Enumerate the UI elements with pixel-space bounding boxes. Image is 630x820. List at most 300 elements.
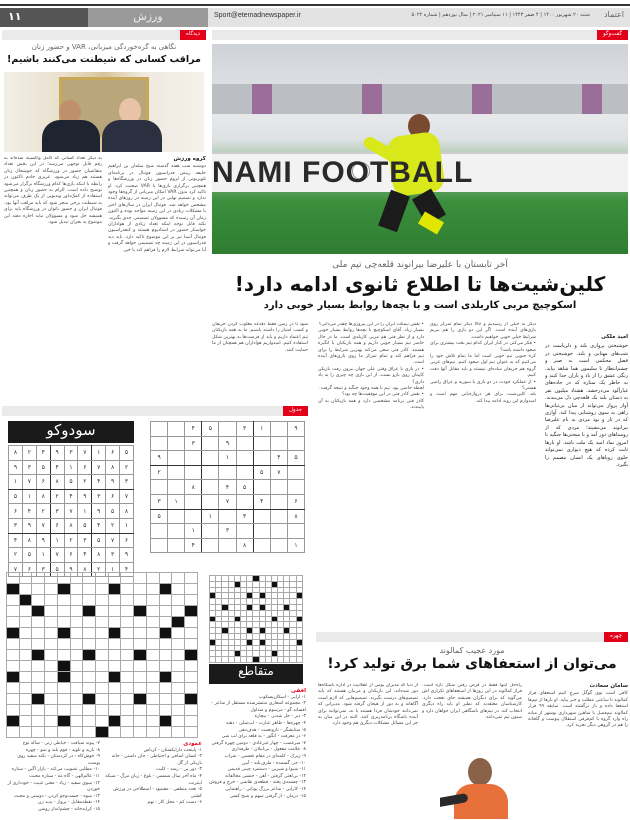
crossword-cell[interactable]	[70, 639, 83, 650]
crossword-cell[interactable]	[134, 639, 147, 650]
sudoku-cell[interactable]	[219, 422, 236, 437]
crossword-cell[interactable]	[185, 672, 198, 683]
crossword-cell[interactable]	[96, 617, 109, 628]
crossword-cell[interactable]	[19, 617, 32, 628]
crossword-cell[interactable]	[7, 573, 20, 584]
sudoku-cell[interactable]: ۵	[253, 465, 270, 480]
crossword-cell[interactable]	[19, 639, 32, 650]
crossword-cell[interactable]	[121, 617, 134, 628]
crossword-cell[interactable]	[146, 705, 159, 716]
crossword-cell[interactable]	[121, 694, 134, 705]
sudoku-cell[interactable]	[236, 465, 253, 480]
sudoku-cell[interactable]	[287, 480, 304, 495]
crossword-cell[interactable]	[83, 661, 96, 672]
crossword-cell[interactable]	[172, 617, 185, 628]
crossword-cell[interactable]	[172, 661, 185, 672]
sudoku-cell[interactable]	[219, 465, 236, 480]
sudoku-cell[interactable]	[168, 465, 185, 480]
crossword-cell[interactable]	[146, 573, 159, 584]
sudoku-cell[interactable]: ۸	[287, 509, 304, 524]
crossword-cell[interactable]	[57, 595, 70, 606]
crossword-cell[interactable]	[7, 584, 20, 595]
sudoku-cell[interactable]	[202, 436, 219, 451]
sudoku-cell[interactable]	[253, 538, 270, 553]
crossword-cell[interactable]	[159, 661, 172, 672]
sudoku-cell[interactable]	[253, 509, 270, 524]
crossword-cell[interactable]	[57, 584, 70, 595]
crossword-cell[interactable]	[83, 584, 96, 595]
crossword-cell[interactable]	[19, 661, 32, 672]
crossword-cell[interactable]	[70, 595, 83, 606]
crossword-cell[interactable]	[121, 584, 134, 595]
sudoku-cell[interactable]	[185, 494, 202, 509]
crossword-cell[interactable]	[134, 617, 147, 628]
crossword-cell[interactable]	[57, 573, 70, 584]
crossword-cell[interactable]	[19, 683, 32, 694]
crossword-cell[interactable]	[172, 628, 185, 639]
crossword-cell[interactable]	[70, 716, 83, 727]
sudoku-cell[interactable]	[270, 436, 287, 451]
sudoku-cell[interactable]: ۱	[168, 494, 185, 509]
crossword-cell[interactable]	[134, 705, 147, 716]
sudoku-cell[interactable]	[151, 436, 168, 451]
crossword-cell[interactable]	[172, 650, 185, 661]
crossword-cell[interactable]	[19, 595, 32, 606]
sudoku-cell[interactable]	[219, 509, 236, 524]
sudoku-cell[interactable]	[270, 538, 287, 553]
crossword-cell[interactable]	[121, 628, 134, 639]
crossword-cell[interactable]	[57, 628, 70, 639]
crossword-cell[interactable]	[172, 573, 185, 584]
crossword-cell[interactable]	[83, 705, 96, 716]
crossword-cell[interactable]	[108, 628, 121, 639]
crossword-cell[interactable]	[45, 606, 58, 617]
crossword-cell[interactable]	[32, 672, 45, 683]
crossword-cell[interactable]	[19, 584, 32, 595]
sudoku-cell[interactable]: ۴	[253, 494, 270, 509]
crossword-cell[interactable]	[134, 628, 147, 639]
crossword-cell[interactable]	[172, 727, 185, 738]
crossword-cell[interactable]	[32, 617, 45, 628]
sudoku-cell[interactable]	[253, 451, 270, 466]
crossword-cell[interactable]	[146, 606, 159, 617]
crossword-grid[interactable]	[6, 572, 198, 738]
sudoku-cell[interactable]: ۵	[151, 509, 168, 524]
crossword-cell[interactable]	[121, 606, 134, 617]
sudoku-cell[interactable]: ۱	[219, 451, 236, 466]
crossword-cell[interactable]	[159, 683, 172, 694]
crossword-cell[interactable]	[70, 617, 83, 628]
sudoku-cell[interactable]: ۹	[219, 436, 236, 451]
crossword-cell[interactable]	[70, 573, 83, 584]
crossword-cell[interactable]	[19, 606, 32, 617]
sudoku-cell[interactable]	[168, 451, 185, 466]
sudoku-cell[interactable]: ۸	[185, 480, 202, 495]
crossword-cell[interactable]	[134, 595, 147, 606]
crossword-cell[interactable]	[96, 628, 109, 639]
crossword-cell[interactable]	[45, 694, 58, 705]
sudoku-cell[interactable]: ۵	[236, 480, 253, 495]
crossword-cell[interactable]	[83, 727, 96, 738]
sudoku-cell[interactable]: ۷	[270, 465, 287, 480]
crossword-cell[interactable]	[32, 661, 45, 672]
crossword-cell[interactable]	[185, 683, 198, 694]
crossword-cell[interactable]	[108, 584, 121, 595]
sudoku-cell[interactable]: ۴	[185, 538, 202, 553]
sudoku-cell[interactable]	[202, 480, 219, 495]
crossword-cell[interactable]	[32, 705, 45, 716]
crossword-cell[interactable]	[7, 639, 20, 650]
crossword-cell[interactable]	[146, 628, 159, 639]
crossword-cell[interactable]	[134, 573, 147, 584]
crossword-cell[interactable]	[185, 573, 198, 584]
crossword-cell[interactable]	[185, 661, 198, 672]
sudoku-cell[interactable]	[236, 436, 253, 451]
crossword-cell[interactable]	[57, 606, 70, 617]
crossword-cell[interactable]	[57, 661, 70, 672]
sudoku-cell[interactable]: ۵	[202, 422, 219, 437]
crossword-cell[interactable]	[159, 694, 172, 705]
crossword-cell[interactable]	[96, 639, 109, 650]
sudoku-cell[interactable]	[270, 480, 287, 495]
crossword-cell[interactable]	[70, 661, 83, 672]
crossword-cell[interactable]	[19, 705, 32, 716]
crossword-cell[interactable]	[70, 683, 83, 694]
crossword-cell[interactable]	[172, 606, 185, 617]
crossword-cell[interactable]	[45, 672, 58, 683]
crossword-cell[interactable]	[134, 694, 147, 705]
sudoku-cell[interactable]	[287, 465, 304, 480]
crossword-cell[interactable]	[146, 672, 159, 683]
crossword-cell[interactable]	[146, 595, 159, 606]
sudoku-cell[interactable]	[168, 509, 185, 524]
crossword-cell[interactable]	[159, 727, 172, 738]
sudoku-cell[interactable]	[236, 451, 253, 466]
sudoku-cell[interactable]	[202, 451, 219, 466]
crossword-cell[interactable]	[7, 705, 20, 716]
crossword-cell[interactable]	[96, 650, 109, 661]
crossword-cell[interactable]	[121, 595, 134, 606]
crossword-cell[interactable]	[185, 617, 198, 628]
crossword-cell[interactable]	[83, 617, 96, 628]
crossword-cell[interactable]	[185, 694, 198, 705]
crossword-cell[interactable]	[70, 650, 83, 661]
sudoku-cell[interactable]	[202, 465, 219, 480]
crossword-cell[interactable]	[7, 694, 20, 705]
crossword-cell[interactable]	[7, 617, 20, 628]
crossword-cell[interactable]	[83, 606, 96, 617]
sudoku-cell[interactable]	[185, 465, 202, 480]
crossword-cell[interactable]	[121, 661, 134, 672]
crossword-cell[interactable]	[45, 595, 58, 606]
crossword-cell[interactable]	[159, 606, 172, 617]
crossword-cell[interactable]	[172, 639, 185, 650]
crossword-cell[interactable]	[159, 573, 172, 584]
sudoku-cell[interactable]	[168, 436, 185, 451]
crossword-cell[interactable]	[7, 672, 20, 683]
crossword-cell[interactable]	[70, 584, 83, 595]
crossword-cell[interactable]	[146, 694, 159, 705]
crossword-cell[interactable]	[121, 683, 134, 694]
crossword-cell[interactable]	[57, 705, 70, 716]
sudoku-cell[interactable]	[168, 538, 185, 553]
crossword-cell[interactable]	[146, 639, 159, 650]
sudoku-cell[interactable]: ۶	[287, 494, 304, 509]
crossword-cell[interactable]	[146, 683, 159, 694]
crossword-cell[interactable]	[83, 573, 96, 584]
crossword-cell[interactable]	[134, 683, 147, 694]
crossword-cell[interactable]	[172, 595, 185, 606]
crossword-cell[interactable]	[7, 683, 20, 694]
crossword-cell[interactable]	[159, 705, 172, 716]
crossword-cell[interactable]	[19, 727, 32, 738]
crossword-cell[interactable]	[19, 716, 32, 727]
crossword-cell[interactable]	[121, 639, 134, 650]
sudoku-cell[interactable]: ۸	[236, 538, 253, 553]
sudoku-cell[interactable]	[168, 422, 185, 437]
crossword-cell[interactable]	[70, 694, 83, 705]
sudoku-cell[interactable]	[253, 480, 270, 495]
sudoku-cell[interactable]: ۳	[151, 494, 168, 509]
crossword-cell[interactable]	[159, 595, 172, 606]
sudoku-cell[interactable]	[202, 524, 219, 539]
crossword-cell[interactable]	[32, 584, 45, 595]
sudoku-cell[interactable]	[253, 436, 270, 451]
sudoku-cell[interactable]	[151, 480, 168, 495]
crossword-cell[interactable]	[83, 694, 96, 705]
crossword-cell[interactable]	[83, 650, 96, 661]
crossword-cell[interactable]	[185, 705, 198, 716]
crossword-cell[interactable]	[134, 727, 147, 738]
crossword-cell[interactable]	[83, 716, 96, 727]
crossword-cell[interactable]	[19, 650, 32, 661]
crossword-cell[interactable]	[96, 584, 109, 595]
crossword-cell[interactable]	[121, 672, 134, 683]
crossword-cell[interactable]	[45, 683, 58, 694]
crossword-cell[interactable]	[45, 650, 58, 661]
crossword-cell[interactable]	[45, 639, 58, 650]
crossword-cell[interactable]	[134, 716, 147, 727]
crossword-cell[interactable]	[32, 639, 45, 650]
crossword-cell[interactable]	[159, 672, 172, 683]
crossword-cell[interactable]	[108, 650, 121, 661]
crossword-cell[interactable]	[57, 639, 70, 650]
crossword-cell[interactable]	[121, 650, 134, 661]
crossword-cell[interactable]	[19, 628, 32, 639]
sudoku-cell[interactable]	[202, 494, 219, 509]
crossword-cell[interactable]	[159, 617, 172, 628]
sudoku-cell[interactable]	[270, 524, 287, 539]
sudoku-cell[interactable]	[151, 538, 168, 553]
crossword-cell[interactable]	[7, 628, 20, 639]
crossword-cell[interactable]	[108, 672, 121, 683]
sudoku-cell[interactable]	[185, 509, 202, 524]
crossword-cell[interactable]	[121, 727, 134, 738]
sudoku-cell[interactable]	[287, 524, 304, 539]
crossword-cell[interactable]	[108, 716, 121, 727]
crossword-cell[interactable]	[45, 716, 58, 727]
sudoku-cell[interactable]	[270, 422, 287, 437]
crossword-cell[interactable]	[7, 595, 20, 606]
crossword-cell[interactable]	[19, 694, 32, 705]
sudoku-cell[interactable]	[185, 451, 202, 466]
crossword-cell[interactable]	[185, 595, 198, 606]
crossword-cell[interactable]	[134, 584, 147, 595]
crossword-cell[interactable]	[7, 727, 20, 738]
crossword-cell[interactable]	[32, 650, 45, 661]
crossword-cell[interactable]	[45, 727, 58, 738]
crossword-cell[interactable]	[96, 716, 109, 727]
crossword-cell[interactable]	[146, 716, 159, 727]
sudoku-cell[interactable]: ۵	[287, 451, 304, 466]
crossword-cell[interactable]	[121, 716, 134, 727]
crossword-cell[interactable]	[32, 683, 45, 694]
sudoku-cell[interactable]: ۳	[236, 422, 253, 437]
sudoku-cell[interactable]: ۹	[151, 451, 168, 466]
crossword-cell[interactable]	[108, 705, 121, 716]
crossword-cell[interactable]	[57, 716, 70, 727]
crossword-cell[interactable]	[57, 672, 70, 683]
crossword-cell[interactable]	[96, 727, 109, 738]
crossword-cell[interactable]	[70, 672, 83, 683]
crossword-cell[interactable]	[45, 661, 58, 672]
crossword-cell[interactable]	[108, 661, 121, 672]
crossword-cell[interactable]	[172, 705, 185, 716]
sudoku-cell[interactable]: ۴	[219, 480, 236, 495]
crossword-cell[interactable]	[121, 573, 134, 584]
crossword-cell[interactable]	[108, 639, 121, 650]
crossword-cell[interactable]	[185, 716, 198, 727]
crossword-cell[interactable]	[57, 683, 70, 694]
crossword-cell[interactable]	[185, 727, 198, 738]
crossword-cell[interactable]	[32, 573, 45, 584]
crossword-cell[interactable]	[45, 628, 58, 639]
crossword-cell[interactable]	[159, 650, 172, 661]
crossword-cell[interactable]	[70, 705, 83, 716]
sudoku-cell[interactable]: ۲	[151, 465, 168, 480]
sudoku-cell[interactable]	[168, 480, 185, 495]
crossword-cell[interactable]	[70, 606, 83, 617]
crossword-cell[interactable]	[57, 650, 70, 661]
sudoku-cell[interactable]: ۱	[287, 538, 304, 553]
crossword-cell[interactable]	[121, 705, 134, 716]
crossword-cell[interactable]	[185, 628, 198, 639]
crossword-cell[interactable]	[83, 683, 96, 694]
sudoku-puzzle-grid[interactable]	[150, 421, 305, 553]
crossword-cell[interactable]	[134, 661, 147, 672]
crossword-cell[interactable]	[83, 672, 96, 683]
crossword-cell[interactable]	[45, 617, 58, 628]
crossword-cell[interactable]	[96, 672, 109, 683]
section-email[interactable]: Sport@etemadnewspaper.ir	[214, 12, 301, 19]
crossword-cell[interactable]	[159, 716, 172, 727]
sudoku-cell[interactable]: ۴	[185, 422, 202, 437]
sudoku-cell[interactable]	[202, 538, 219, 553]
crossword-cell[interactable]	[32, 716, 45, 727]
crossword-cell[interactable]	[134, 672, 147, 683]
sudoku-cell[interactable]: ۷	[219, 494, 236, 509]
crossword-cell[interactable]	[19, 573, 32, 584]
sudoku-cell[interactable]: ۴	[270, 451, 287, 466]
crossword-cell[interactable]	[32, 606, 45, 617]
crossword-cell[interactable]	[146, 650, 159, 661]
crossword-cell[interactable]	[7, 716, 20, 727]
crossword-cell[interactable]	[96, 694, 109, 705]
crossword-cell[interactable]	[172, 672, 185, 683]
sudoku-cell[interactable]	[270, 494, 287, 509]
crossword-cell[interactable]	[57, 617, 70, 628]
crossword-cell[interactable]	[108, 727, 121, 738]
crossword-cell[interactable]	[32, 595, 45, 606]
sudoku-cell[interactable]	[287, 436, 304, 451]
crossword-cell[interactable]	[32, 727, 45, 738]
crossword-cell[interactable]	[172, 584, 185, 595]
crossword-cell[interactable]	[134, 606, 147, 617]
sudoku-cell[interactable]	[168, 524, 185, 539]
crossword-cell[interactable]	[159, 639, 172, 650]
crossword-cell[interactable]	[32, 628, 45, 639]
crossword-cell[interactable]	[185, 650, 198, 661]
crossword-cell[interactable]	[83, 595, 96, 606]
crossword-cell[interactable]	[96, 606, 109, 617]
sudoku-cell[interactable]	[270, 509, 287, 524]
crossword-cell[interactable]	[108, 573, 121, 584]
crossword-cell[interactable]	[70, 628, 83, 639]
crossword-cell[interactable]	[108, 683, 121, 694]
crossword-cell[interactable]	[185, 606, 198, 617]
crossword-cell[interactable]	[45, 584, 58, 595]
crossword-cell[interactable]	[159, 628, 172, 639]
crossword-cell[interactable]	[108, 617, 121, 628]
sudoku-cell[interactable]: ۳	[219, 524, 236, 539]
crossword-cell[interactable]	[96, 595, 109, 606]
crossword-cell[interactable]	[146, 617, 159, 628]
crossword-cell[interactable]	[185, 639, 198, 650]
crossword-cell[interactable]	[7, 650, 20, 661]
crossword-cell[interactable]	[134, 650, 147, 661]
crossword-cell[interactable]	[7, 661, 20, 672]
crossword-cell[interactable]	[172, 716, 185, 727]
sudoku-cell[interactable]: ۱	[185, 524, 202, 539]
sudoku-cell[interactable]: ۱	[253, 422, 270, 437]
crossword-cell[interactable]	[32, 694, 45, 705]
crossword-cell[interactable]	[45, 705, 58, 716]
crossword-cell[interactable]	[83, 639, 96, 650]
sudoku-cell[interactable]	[253, 524, 270, 539]
crossword-cell[interactable]	[146, 727, 159, 738]
crossword-cell[interactable]	[83, 628, 96, 639]
crossword-cell[interactable]	[45, 573, 58, 584]
crossword-cell[interactable]	[96, 705, 109, 716]
sudoku-cell[interactable]: ۱	[202, 509, 219, 524]
sudoku-cell[interactable]	[219, 538, 236, 553]
crossword-cell[interactable]	[185, 584, 198, 595]
crossword-cell[interactable]	[146, 584, 159, 595]
sudoku-cell[interactable]	[236, 524, 253, 539]
sudoku-cell[interactable]	[236, 494, 253, 509]
crossword-cell[interactable]	[108, 595, 121, 606]
crossword-cell[interactable]	[57, 727, 70, 738]
crossword-cell[interactable]	[172, 683, 185, 694]
crossword-cell[interactable]	[159, 584, 172, 595]
crossword-cell[interactable]	[108, 694, 121, 705]
crossword-cell[interactable]	[172, 694, 185, 705]
crossword-cell[interactable]	[7, 606, 20, 617]
crossword-cell[interactable]	[108, 606, 121, 617]
sudoku-cell[interactable]	[151, 524, 168, 539]
sudoku-cell[interactable]: ۴	[236, 509, 253, 524]
crossword-cell[interactable]	[96, 683, 109, 694]
